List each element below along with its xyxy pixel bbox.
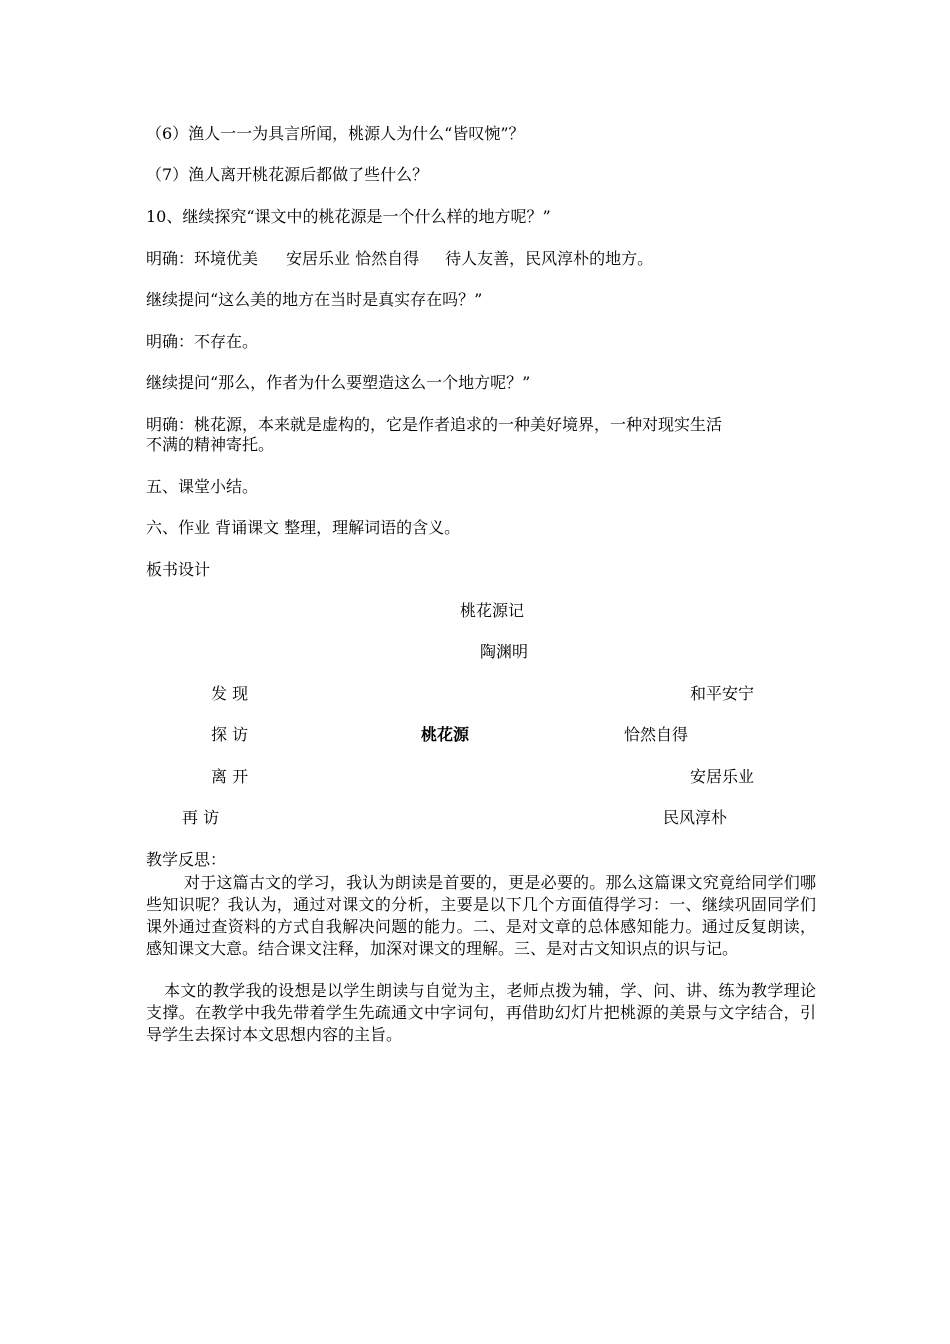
- board-right-item: 民风淳朴: [663, 808, 728, 827]
- board-center-title: 桃花源: [421, 725, 470, 744]
- board-left-item: 离 开: [211, 767, 249, 786]
- followup-question-2: 继续提问“那么，作者为什么要塑造这么一个地方呢？”: [146, 373, 531, 392]
- answer-1-part-a: 明确：环境优美: [146, 249, 259, 268]
- board-right-item: 安居乐业: [690, 767, 755, 786]
- followup-question-1: 继续提问“这么美的地方在当时是真实存在吗？”: [146, 290, 483, 309]
- section-summary: 五、课堂小结。: [146, 477, 259, 496]
- section-homework: 六、作业 背诵课文 整理，理解词语的含义。: [146, 518, 461, 537]
- reflection-heading: 教学反思：: [146, 850, 227, 869]
- answer-1-part-c: 待人友善，民风淳朴的地方。: [445, 249, 654, 268]
- board-right-item: 和平安宁: [690, 684, 755, 703]
- question-6: （6）渔人一一为具言所闻，桃源人为什么“皆叹惋”？: [146, 124, 525, 143]
- board-design-heading: 板书设计: [146, 560, 211, 579]
- board-left-item: 探 访: [211, 725, 249, 744]
- reflection-paragraph-1: 对于这篇古文的学习，我认为朗读是首要的，更是必要的。那么这篇课文究竟给同学们哪些知识呢？我认为，通过对课文的分析，主要是以下几个方面值得学习：一、继续巩固同学们课外通过查资料的方式自我解决问题的能力。二、是对文章的总体感知能力。通过反复朗读，感知课文大意。结合课文注释，加深对课文的理解。三、是对古文知识点的识与记。: [146, 873, 816, 958]
- answer-1-part-b: 安居乐业 恰然自得: [286, 249, 420, 268]
- answer-1: [146, 249, 653, 269]
- answer-3-line-2: 不满的精神寄托。: [146, 435, 275, 454]
- answer-3-line-1: 明确：桃花源，本来就是虚构的，它是作者追求的一种美好境界，一种对现实生活: [146, 415, 723, 434]
- board-title: 桃花源记: [460, 601, 525, 620]
- board-left-item: 再 访: [182, 808, 220, 827]
- board-left-item: 发 现: [211, 684, 249, 703]
- board-right-item: 恰然自得: [624, 725, 689, 744]
- board-author: 陶渊明: [480, 642, 529, 661]
- answer-2: 明确：不存在。: [146, 332, 259, 351]
- question-7: （7）渔人离开桃花源后都做了些什么？: [146, 165, 429, 184]
- inquiry-item-10: 10、继续探究“课文中的桃花源是一个什么样的地方呢？”: [146, 207, 551, 226]
- reflection-paragraph-2: 本文的教学我的设想是以学生朗读与自觉为主，老师点拨为辅，学、问、讲、练为教学理论支撑。在教学中我先带着学生先疏通文中字词句，再借助幻灯片把桃源的美景与文字结合，引导学生去探讨本文思想内容的主旨。: [146, 981, 816, 1044]
